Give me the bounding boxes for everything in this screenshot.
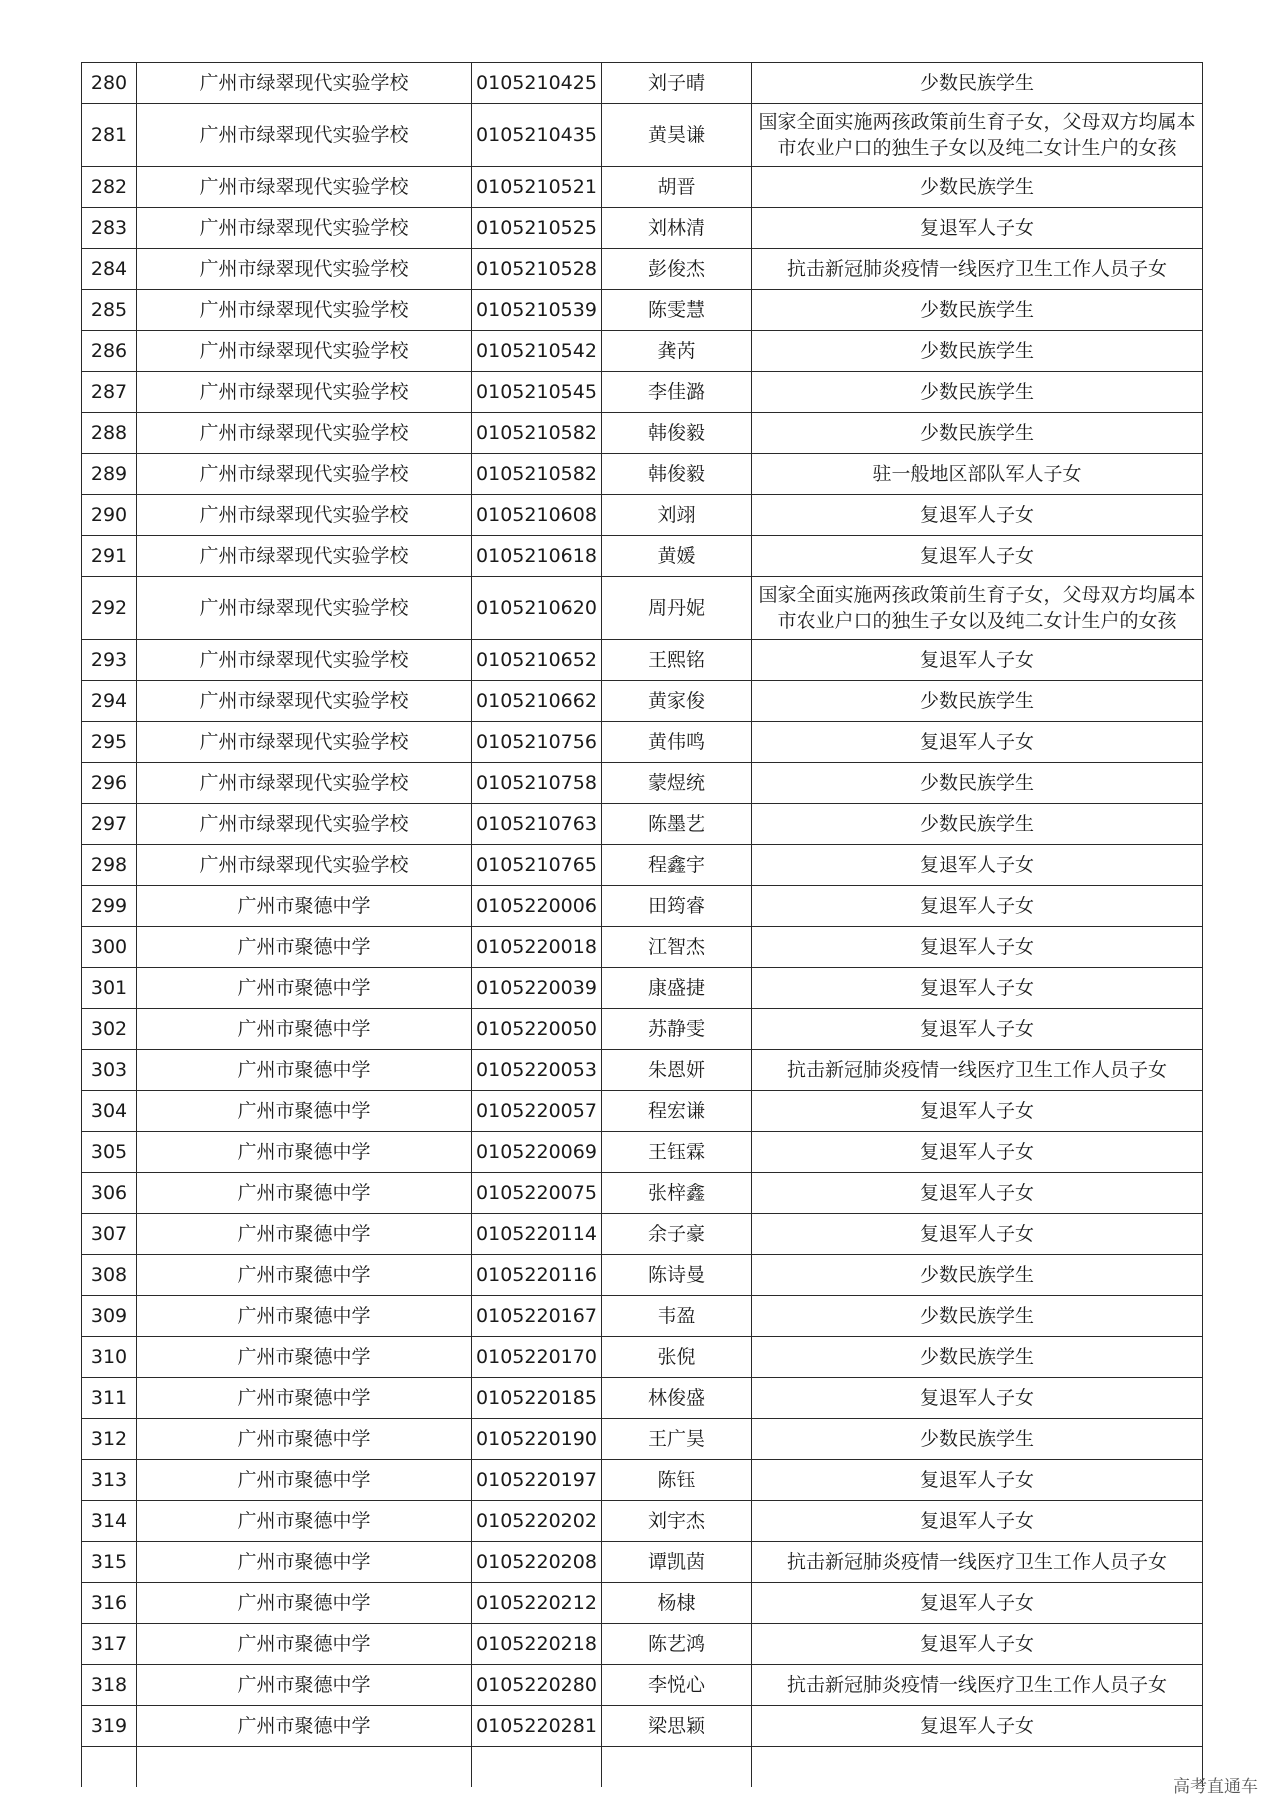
student-id-cell: 0105210525 <box>472 208 602 249</box>
student-id-cell: 0105220281 <box>472 1706 602 1747</box>
student-name-cell: 龚芮 <box>602 331 752 372</box>
school-cell: 广州市聚德中学 <box>137 1665 472 1706</box>
row-number-cell: 299 <box>82 886 137 927</box>
student-name-cell: 王广昊 <box>602 1419 752 1460</box>
table-row <box>82 208 1203 249</box>
student-name-cell: 刘宇杰 <box>602 1501 752 1542</box>
row-number-cell: 303 <box>82 1050 137 1091</box>
school-cell: 广州市绿翠现代实验学校 <box>137 372 472 413</box>
student-id-cell: 0105210652 <box>472 640 602 681</box>
student-name-cell: 刘林清 <box>602 208 752 249</box>
student-name-cell: 余子豪 <box>602 1214 752 1255</box>
row-number-cell: 283 <box>82 208 137 249</box>
table-row <box>82 1091 1203 1132</box>
table-row <box>82 1296 1203 1337</box>
document-table-container <box>81 62 1202 1787</box>
row-number-cell: 318 <box>82 1665 137 1706</box>
student-id-cell: 0105220185 <box>472 1378 602 1419</box>
school-cell: 广州市聚德中学 <box>137 1583 472 1624</box>
category-cell: 少数民族学生 <box>752 372 1203 413</box>
student-id-cell: 0105210435 <box>472 104 602 167</box>
school-cell: 广州市绿翠现代实验学校 <box>137 681 472 722</box>
category-cell: 复退军人子女 <box>752 208 1203 249</box>
row-number-cell: 290 <box>82 495 137 536</box>
category-cell: 复退军人子女 <box>752 1706 1203 1747</box>
category-cell: 复退军人子女 <box>752 1378 1203 1419</box>
row-number-cell: 319 <box>82 1706 137 1747</box>
category-cell: 少数民族学生 <box>752 331 1203 372</box>
row-number-cell: 281 <box>82 104 137 167</box>
row-number-cell: 294 <box>82 681 137 722</box>
student-id-cell: 0105220170 <box>472 1337 602 1378</box>
row-number-cell: 306 <box>82 1173 137 1214</box>
category-cell: 复退军人子女 <box>752 495 1203 536</box>
empty-cell <box>137 1747 472 1788</box>
student-name-cell: 黄媛 <box>602 536 752 577</box>
school-cell: 广州市绿翠现代实验学校 <box>137 63 472 104</box>
student-id-cell: 0105220218 <box>472 1624 602 1665</box>
table-row <box>82 763 1203 804</box>
category-cell: 复退军人子女 <box>752 536 1203 577</box>
category-cell: 少数民族学生 <box>752 1296 1203 1337</box>
student-id-cell: 0105220006 <box>472 886 602 927</box>
school-cell: 广州市绿翠现代实验学校 <box>137 640 472 681</box>
row-number-cell: 284 <box>82 249 137 290</box>
school-cell: 广州市聚德中学 <box>137 1460 472 1501</box>
row-number-cell: 297 <box>82 804 137 845</box>
row-number-cell: 315 <box>82 1542 137 1583</box>
student-name-cell: 刘子晴 <box>602 63 752 104</box>
student-name-cell: 陈诗曼 <box>602 1255 752 1296</box>
category-cell: 复退军人子女 <box>752 1460 1203 1501</box>
category-cell: 少数民族学生 <box>752 1419 1203 1460</box>
row-number-cell: 305 <box>82 1132 137 1173</box>
school-cell: 广州市聚德中学 <box>137 1255 472 1296</box>
table-row <box>82 927 1203 968</box>
category-cell: 少数民族学生 <box>752 290 1203 331</box>
school-cell: 广州市绿翠现代实验学校 <box>137 167 472 208</box>
school-cell: 广州市绿翠现代实验学校 <box>137 804 472 845</box>
category-cell: 国家全面实施两孩政策前生育子女，父母双方均属本市农业户口的独生子女以及纯二女计生户的女孩 <box>752 104 1203 167</box>
student-name-cell: 黄昊谦 <box>602 104 752 167</box>
student-name-cell: 刘翊 <box>602 495 752 536</box>
table-row <box>82 804 1203 845</box>
category-cell: 复退军人子女 <box>752 927 1203 968</box>
table-row <box>82 577 1203 640</box>
school-cell: 广州市聚德中学 <box>137 1706 472 1747</box>
student-name-cell: 杨棣 <box>602 1583 752 1624</box>
school-cell: 广州市聚德中学 <box>137 927 472 968</box>
table-body <box>82 63 1203 1788</box>
student-name-cell: 李佳潞 <box>602 372 752 413</box>
table-row <box>82 454 1203 495</box>
empty-cell <box>82 1747 137 1788</box>
student-id-cell: 0105220167 <box>472 1296 602 1337</box>
category-cell: 复退军人子女 <box>752 886 1203 927</box>
table-row <box>82 1214 1203 1255</box>
school-cell: 广州市绿翠现代实验学校 <box>137 845 472 886</box>
category-cell: 复退军人子女 <box>752 640 1203 681</box>
school-cell: 广州市聚德中学 <box>137 1214 472 1255</box>
row-number-cell: 289 <box>82 454 137 495</box>
table-row <box>82 1378 1203 1419</box>
student-id-cell: 0105220197 <box>472 1460 602 1501</box>
row-number-cell: 304 <box>82 1091 137 1132</box>
category-cell: 少数民族学生 <box>752 1255 1203 1296</box>
category-cell: 复退军人子女 <box>752 722 1203 763</box>
student-name-cell: 胡晋 <box>602 167 752 208</box>
student-name-cell: 程宏谦 <box>602 1091 752 1132</box>
student-name-cell: 韦盈 <box>602 1296 752 1337</box>
student-name-cell: 李悦心 <box>602 1665 752 1706</box>
student-id-cell: 0105210756 <box>472 722 602 763</box>
category-cell: 复退军人子女 <box>752 845 1203 886</box>
student-id-cell: 0105210608 <box>472 495 602 536</box>
student-name-cell: 江智杰 <box>602 927 752 968</box>
school-cell: 广州市聚德中学 <box>137 1132 472 1173</box>
school-cell: 广州市绿翠现代实验学校 <box>137 208 472 249</box>
student-id-cell: 0105210582 <box>472 413 602 454</box>
row-number-cell: 314 <box>82 1501 137 1542</box>
student-name-cell: 陈雯慧 <box>602 290 752 331</box>
student-list-table <box>81 62 1203 1787</box>
empty-table-row <box>82 1747 1203 1788</box>
student-id-cell: 0105220114 <box>472 1214 602 1255</box>
row-number-cell: 295 <box>82 722 137 763</box>
school-cell: 广州市绿翠现代实验学校 <box>137 249 472 290</box>
table-row <box>82 845 1203 886</box>
school-cell: 广州市绿翠现代实验学校 <box>137 722 472 763</box>
school-cell: 广州市绿翠现代实验学校 <box>137 577 472 640</box>
school-cell: 广州市绿翠现代实验学校 <box>137 331 472 372</box>
category-cell: 抗击新冠肺炎疫情一线医疗卫生工作人员子女 <box>752 1665 1203 1706</box>
school-cell: 广州市聚德中学 <box>137 1050 472 1091</box>
table-row <box>82 1255 1203 1296</box>
student-id-cell: 0105220190 <box>472 1419 602 1460</box>
table-row <box>82 1419 1203 1460</box>
row-number-cell: 300 <box>82 927 137 968</box>
student-id-cell: 0105220280 <box>472 1665 602 1706</box>
row-number-cell: 298 <box>82 845 137 886</box>
school-cell: 广州市聚德中学 <box>137 1091 472 1132</box>
school-cell: 广州市聚德中学 <box>137 1624 472 1665</box>
student-id-cell: 0105220202 <box>472 1501 602 1542</box>
category-cell: 少数民族学生 <box>752 1337 1203 1378</box>
school-cell: 广州市聚德中学 <box>137 886 472 927</box>
category-cell: 复退军人子女 <box>752 1624 1203 1665</box>
student-id-cell: 0105210620 <box>472 577 602 640</box>
row-number-cell: 312 <box>82 1419 137 1460</box>
table-row <box>82 1460 1203 1501</box>
table-row <box>82 1132 1203 1173</box>
category-cell: 复退军人子女 <box>752 1009 1203 1050</box>
student-id-cell: 0105220212 <box>472 1583 602 1624</box>
school-cell: 广州市聚德中学 <box>137 1378 472 1419</box>
student-name-cell: 周丹妮 <box>602 577 752 640</box>
empty-cell <box>472 1747 602 1788</box>
watermark-text: 高考直通车 <box>1173 1777 1258 1797</box>
row-number-cell: 308 <box>82 1255 137 1296</box>
school-cell: 广州市聚德中学 <box>137 1009 472 1050</box>
student-id-cell: 0105220018 <box>472 927 602 968</box>
table-row <box>82 640 1203 681</box>
student-id-cell: 0105220075 <box>472 1173 602 1214</box>
student-name-cell: 黄家俊 <box>602 681 752 722</box>
student-name-cell: 陈墨艺 <box>602 804 752 845</box>
student-name-cell: 田筠睿 <box>602 886 752 927</box>
student-id-cell: 0105210582 <box>472 454 602 495</box>
student-name-cell: 黄伟鸣 <box>602 722 752 763</box>
student-name-cell: 张倪 <box>602 1337 752 1378</box>
student-id-cell: 0105220069 <box>472 1132 602 1173</box>
student-id-cell: 0105210662 <box>472 681 602 722</box>
school-cell: 广州市绿翠现代实验学校 <box>137 454 472 495</box>
student-id-cell: 0105210545 <box>472 372 602 413</box>
category-cell: 少数民族学生 <box>752 63 1203 104</box>
category-cell: 少数民族学生 <box>752 413 1203 454</box>
empty-cell <box>602 1747 752 1788</box>
student-id-cell: 0105220208 <box>472 1542 602 1583</box>
row-number-cell: 309 <box>82 1296 137 1337</box>
student-id-cell: 0105220053 <box>472 1050 602 1091</box>
student-name-cell: 陈艺鸿 <box>602 1624 752 1665</box>
category-cell: 复退军人子女 <box>752 1501 1203 1542</box>
table-row <box>82 249 1203 290</box>
student-id-cell: 0105220039 <box>472 968 602 1009</box>
student-id-cell: 0105210539 <box>472 290 602 331</box>
row-number-cell: 280 <box>82 63 137 104</box>
table-row <box>82 1173 1203 1214</box>
school-cell: 广州市绿翠现代实验学校 <box>137 290 472 331</box>
student-id-cell: 0105220050 <box>472 1009 602 1050</box>
category-cell: 抗击新冠肺炎疫情一线医疗卫生工作人员子女 <box>752 249 1203 290</box>
school-cell: 广州市聚德中学 <box>137 1296 472 1337</box>
student-id-cell: 0105210521 <box>472 167 602 208</box>
school-cell: 广州市聚德中学 <box>137 1337 472 1378</box>
school-cell: 广州市绿翠现代实验学校 <box>137 413 472 454</box>
table-row <box>82 1583 1203 1624</box>
category-cell: 复退军人子女 <box>752 1091 1203 1132</box>
row-number-cell: 302 <box>82 1009 137 1050</box>
row-number-cell: 310 <box>82 1337 137 1378</box>
student-name-cell: 谭凯茵 <box>602 1542 752 1583</box>
table-row <box>82 1009 1203 1050</box>
row-number-cell: 317 <box>82 1624 137 1665</box>
table-row <box>82 167 1203 208</box>
category-cell: 少数民族学生 <box>752 804 1203 845</box>
table-row <box>82 63 1203 104</box>
school-cell: 广州市聚德中学 <box>137 1419 472 1460</box>
student-id-cell: 0105210542 <box>472 331 602 372</box>
category-cell: 国家全面实施两孩政策前生育子女，父母双方均属本市农业户口的独生子女以及纯二女计生户的女孩 <box>752 577 1203 640</box>
table-row <box>82 886 1203 927</box>
row-number-cell: 293 <box>82 640 137 681</box>
student-name-cell: 林俊盛 <box>602 1378 752 1419</box>
school-cell: 广州市绿翠现代实验学校 <box>137 763 472 804</box>
row-number-cell: 307 <box>82 1214 137 1255</box>
student-id-cell: 0105210765 <box>472 845 602 886</box>
table-row <box>82 1706 1203 1747</box>
student-id-cell: 0105210758 <box>472 763 602 804</box>
row-number-cell: 282 <box>82 167 137 208</box>
table-row <box>82 413 1203 454</box>
table-row <box>82 681 1203 722</box>
empty-cell <box>752 1747 1203 1788</box>
table-row <box>82 1050 1203 1091</box>
category-cell: 复退军人子女 <box>752 1132 1203 1173</box>
row-number-cell: 287 <box>82 372 137 413</box>
table-row <box>82 1624 1203 1665</box>
student-id-cell: 0105210528 <box>472 249 602 290</box>
student-name-cell: 苏静雯 <box>602 1009 752 1050</box>
student-id-cell: 0105210618 <box>472 536 602 577</box>
row-number-cell: 288 <box>82 413 137 454</box>
student-id-cell: 0105210425 <box>472 63 602 104</box>
school-cell: 广州市绿翠现代实验学校 <box>137 495 472 536</box>
row-number-cell: 301 <box>82 968 137 1009</box>
table-row <box>82 104 1203 167</box>
school-cell: 广州市绿翠现代实验学校 <box>137 536 472 577</box>
table-row <box>82 495 1203 536</box>
row-number-cell: 311 <box>82 1378 137 1419</box>
row-number-cell: 313 <box>82 1460 137 1501</box>
student-name-cell: 王熙铭 <box>602 640 752 681</box>
table-row <box>82 968 1203 1009</box>
student-name-cell: 王钰霖 <box>602 1132 752 1173</box>
category-cell: 复退军人子女 <box>752 968 1203 1009</box>
student-name-cell: 陈钰 <box>602 1460 752 1501</box>
school-cell: 广州市聚德中学 <box>137 1501 472 1542</box>
category-cell: 复退军人子女 <box>752 1173 1203 1214</box>
category-cell: 驻一般地区部队军人子女 <box>752 454 1203 495</box>
school-cell: 广州市聚德中学 <box>137 1173 472 1214</box>
category-cell: 抗击新冠肺炎疫情一线医疗卫生工作人员子女 <box>752 1542 1203 1583</box>
category-cell: 抗击新冠肺炎疫情一线医疗卫生工作人员子女 <box>752 1050 1203 1091</box>
table-row <box>82 372 1203 413</box>
row-number-cell: 286 <box>82 331 137 372</box>
row-number-cell: 291 <box>82 536 137 577</box>
student-name-cell: 蒙煜统 <box>602 763 752 804</box>
row-number-cell: 285 <box>82 290 137 331</box>
student-name-cell: 程鑫宇 <box>602 845 752 886</box>
student-name-cell: 朱恩妍 <box>602 1050 752 1091</box>
category-cell: 复退军人子女 <box>752 1583 1203 1624</box>
school-cell: 广州市聚德中学 <box>137 968 472 1009</box>
student-name-cell: 康盛捷 <box>602 968 752 1009</box>
table-row <box>82 1501 1203 1542</box>
table-row <box>82 1337 1203 1378</box>
category-cell: 少数民族学生 <box>752 167 1203 208</box>
table-row <box>82 536 1203 577</box>
school-cell: 广州市绿翠现代实验学校 <box>137 104 472 167</box>
student-name-cell: 张梓鑫 <box>602 1173 752 1214</box>
table-row <box>82 331 1203 372</box>
table-row <box>82 290 1203 331</box>
table-row <box>82 722 1203 763</box>
student-name-cell: 韩俊毅 <box>602 454 752 495</box>
school-cell: 广州市聚德中学 <box>137 1542 472 1583</box>
category-cell: 少数民族学生 <box>752 681 1203 722</box>
table-row <box>82 1542 1203 1583</box>
student-id-cell: 0105220057 <box>472 1091 602 1132</box>
row-number-cell: 292 <box>82 577 137 640</box>
category-cell: 复退军人子女 <box>752 1214 1203 1255</box>
table-row <box>82 1665 1203 1706</box>
student-id-cell: 0105220116 <box>472 1255 602 1296</box>
student-name-cell: 韩俊毅 <box>602 413 752 454</box>
row-number-cell: 316 <box>82 1583 137 1624</box>
category-cell: 少数民族学生 <box>752 763 1203 804</box>
row-number-cell: 296 <box>82 763 137 804</box>
student-id-cell: 0105210763 <box>472 804 602 845</box>
student-name-cell: 梁思颖 <box>602 1706 752 1747</box>
student-name-cell: 彭俊杰 <box>602 249 752 290</box>
